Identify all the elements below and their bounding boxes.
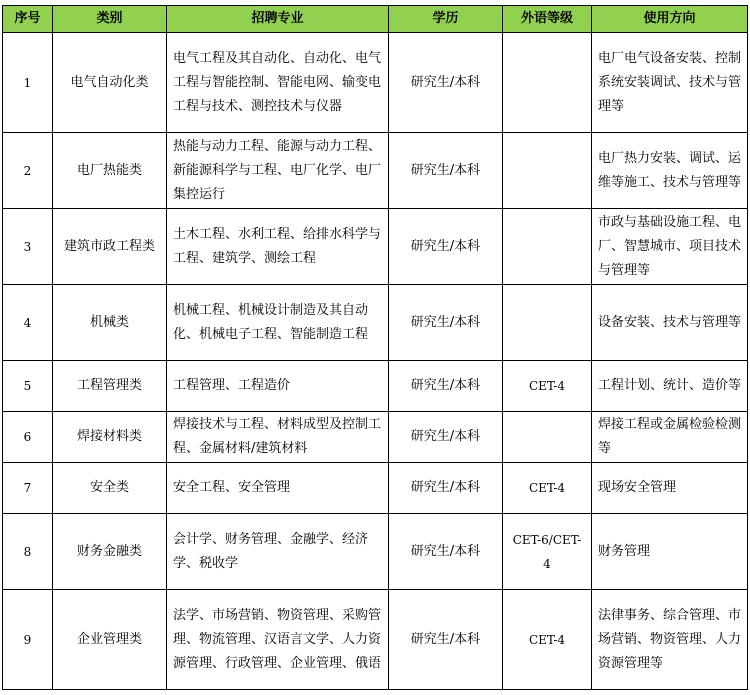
cell-majors: 会计学、财务管理、金融学、经济学、税收学 <box>167 514 389 590</box>
cell-category: 电厂热能类 <box>53 133 167 209</box>
cell-seq: 3 <box>3 209 53 285</box>
cell-language: CET-6/CET-4 <box>503 514 592 590</box>
cell-category: 安全类 <box>53 463 167 514</box>
cell-majors: 法学、市场营销、物资管理、采购管理、物流管理、汉语言文学、人力资源管理、行政管理、企业管理、俄语 <box>167 590 389 690</box>
table-row <box>3 590 748 690</box>
cell-education: 研究生/本科 <box>389 285 503 361</box>
header-majors: 招聘专业 <box>167 6 389 33</box>
cell-majors: 焊接技术与工程、材料成型及控制工程、金属材料/建筑材料 <box>167 412 389 463</box>
cell-education: 研究生/本科 <box>389 361 503 412</box>
cell-seq: 7 <box>3 463 53 514</box>
cell-seq: 2 <box>3 133 53 209</box>
header-seq: 序号 <box>3 6 53 33</box>
header-row <box>3 6 748 33</box>
table-row <box>3 514 748 590</box>
cell-education: 研究生/本科 <box>389 133 503 209</box>
cell-education: 研究生/本科 <box>389 514 503 590</box>
table-row <box>3 285 748 361</box>
cell-direction: 设备安装、技术与管理等 <box>592 285 748 361</box>
cell-education: 研究生/本科 <box>389 463 503 514</box>
header-education: 学历 <box>389 6 503 33</box>
cell-seq: 8 <box>3 514 53 590</box>
cell-seq: 4 <box>3 285 53 361</box>
table-row <box>3 33 748 133</box>
cell-direction: 电厂热力安装、调试、运维等施工、技术与管理等 <box>592 133 748 209</box>
cell-seq: 5 <box>3 361 53 412</box>
cell-direction: 电厂电气设备安装、控制系统安装调试、技术与管理等 <box>592 33 748 133</box>
cell-category: 财务金融类 <box>53 514 167 590</box>
cell-majors: 安全工程、安全管理 <box>167 463 389 514</box>
cell-direction: 财务管理 <box>592 514 748 590</box>
cell-direction: 法律事务、综合管理、市场营销、物资管理、人力资源管理等 <box>592 590 748 690</box>
cell-category: 企业管理类 <box>53 590 167 690</box>
cell-language <box>503 33 592 133</box>
cell-education: 研究生/本科 <box>389 590 503 690</box>
cell-category: 电气自动化类 <box>53 33 167 133</box>
cell-education: 研究生/本科 <box>389 209 503 285</box>
cell-education: 研究生/本科 <box>389 33 503 133</box>
header-direction: 使用方向 <box>592 6 748 33</box>
cell-seq: 6 <box>3 412 53 463</box>
cell-category: 建筑市政工程类 <box>53 209 167 285</box>
cell-language <box>503 285 592 361</box>
cell-language: CET-4 <box>503 361 592 412</box>
cell-language <box>503 412 592 463</box>
table-row <box>3 463 748 514</box>
recruitment-table <box>2 5 748 690</box>
table-row <box>3 412 748 463</box>
cell-language: CET-4 <box>503 463 592 514</box>
table-row <box>3 209 748 285</box>
cell-category: 焊接材料类 <box>53 412 167 463</box>
cell-education: 研究生/本科 <box>389 412 503 463</box>
header-language: 外语等级 <box>503 6 592 33</box>
cell-majors: 土木工程、水利工程、给排水科学与工程、建筑学、测绘工程 <box>167 209 389 285</box>
cell-majors: 工程管理、工程造价 <box>167 361 389 412</box>
cell-seq: 9 <box>3 590 53 690</box>
cell-language <box>503 133 592 209</box>
cell-direction: 焊接工程或金属检验检测等 <box>592 412 748 463</box>
cell-direction: 现场安全管理 <box>592 463 748 514</box>
cell-direction: 市政与基础设施工程、电厂、智慧城市、项目技术与管理等 <box>592 209 748 285</box>
cell-language: CET-4 <box>503 590 592 690</box>
table-row <box>3 361 748 412</box>
cell-category: 机械类 <box>53 285 167 361</box>
cell-majors: 热能与动力工程、能源与动力工程、新能源科学与工程、电厂化学、电厂集控运行 <box>167 133 389 209</box>
cell-language <box>503 209 592 285</box>
table-row <box>3 133 748 209</box>
cell-majors: 电气工程及其自动化、自动化、电气工程与智能控制、智能电网、输变电工程与技术、测控技术与仪器 <box>167 33 389 133</box>
cell-seq: 1 <box>3 33 53 133</box>
cell-direction: 工程计划、统计、造价等 <box>592 361 748 412</box>
header-category: 类别 <box>53 6 167 33</box>
cell-category: 工程管理类 <box>53 361 167 412</box>
cell-majors: 机械工程、机械设计制造及其自动化、机械电子工程、智能制造工程 <box>167 285 389 361</box>
